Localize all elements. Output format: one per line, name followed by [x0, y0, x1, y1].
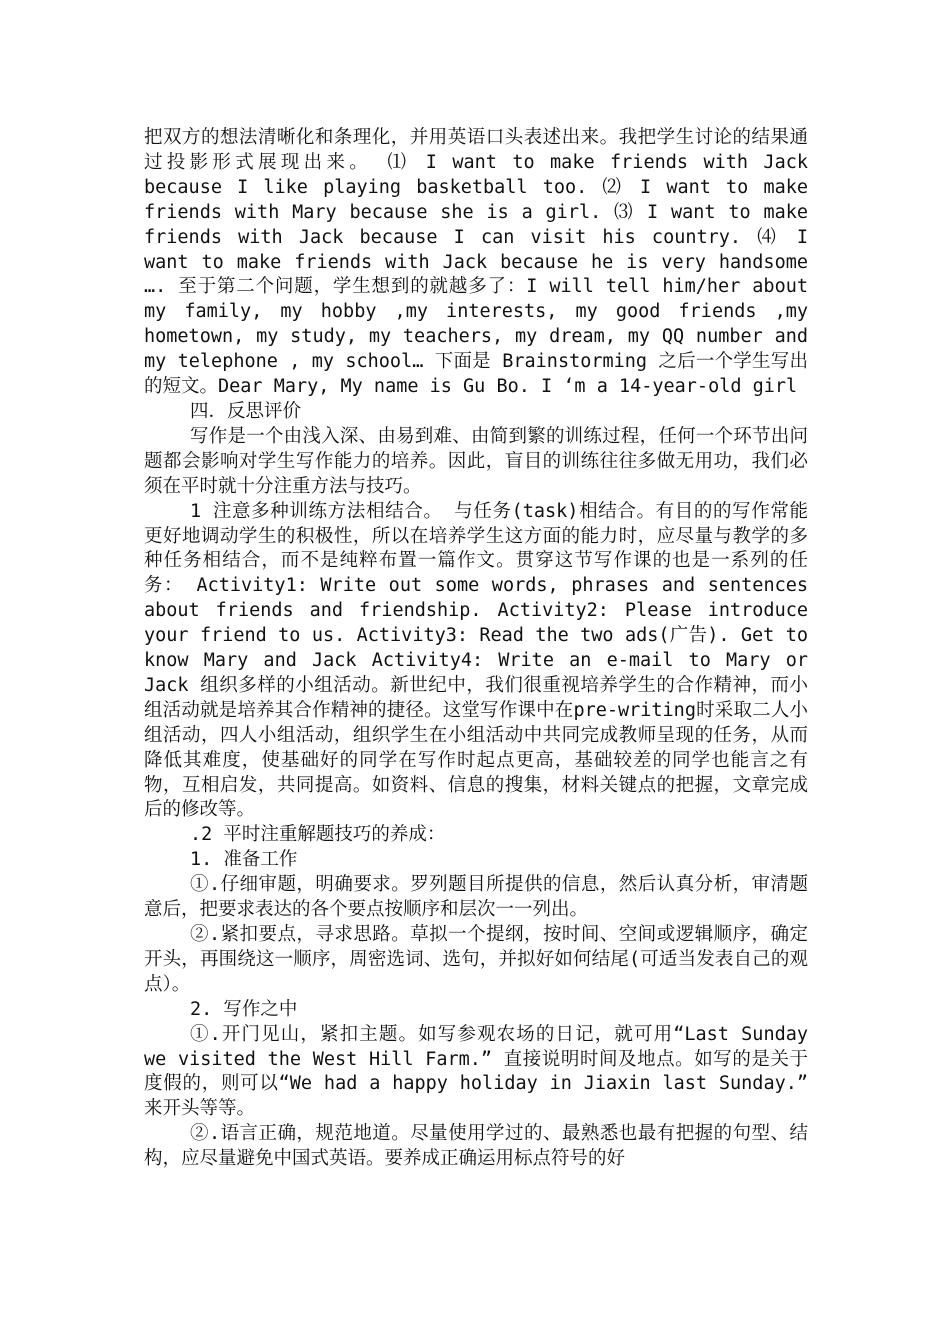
- list-item-correct-language: ②.语言正确，规范地道。尽量使用学过的、最熟悉也最有把握的句型、结构，应尽量避免中国式英语。要养成正确运用标点符号的好: [144, 1123, 808, 1170]
- paragraph-method-combination: 1 注意多种训练方法相结合。 与任务(task)相结合。有目的的写作常能更好地调动学生的积极性，所以在培养学生这方面的能力时，应尽量与教学的多种任务相结合，而不是纯粹布置一篇作文。贯穿这节写作课的也是一系列的任务： Activity1: Write out some words, phrases and sentences about friends and friendship. Activity2: Please introduce your friend to us. Activity3: Read the two ads(广告). Get to know Mary and Jack Activity4: Write an e-mail to Mary or Jack 组织多样的小组活动。新世纪中，我们很重视培养学生的合作精神，而小组活动就是培养其合作精神的捷径。这堂写作课中在pre-writing时采取二人小组活动，四人小组活动，组织学生在小组活动中共同完成教师呈现的任务，从而降低其难度，使基础好的同学在写作时起点更高，基础较差的同学也能言之有物，互相启发，共同提高。如资料、信息的搜集，材料关键点的把握，文章完成后的修改等。: [144, 500, 808, 821]
- subheading-skill-habits: .2 平时注重解题技巧的养成：: [190, 824, 446, 846]
- subheading-during-writing: 2. 写作之中: [190, 998, 298, 1020]
- document-body: [144, 126, 808, 1172]
- list-item-straight-to-point: ①.开门见山，紧扣主题。如写参观农场的日记，就可用“Last Sunday we visited the West Hill Farm.” 直接说明时间及地点。如写的是关于度假的，则可以“We had a happy holiday in Jiaxin last Sunday.” 来开头等等。: [144, 1023, 808, 1120]
- paragraph-discussion-results: 把双方的想法清晰化和条理化，并用英语口头表述出来。我把学生讨论的结果通过投影形式展现出来。 ⑴ I want to make friends with Jack because I like playing basketball too. ⑵ I want to make friends with Mary because she is a girl. ⑶ I want to make friends with Jack because I can visit his country. ⑷ I want to make friends with Jack because he is very handsome …. 至于第二个问题，学生想到的就越多了：I will tell him/her about my family, my hobby ,my interests, my good friends ,my hometown, my study, my teachers, my dream, my QQ number and my telephone , my school… 下面是 Brainstorming 之后一个学生写出的短文。Dear Mary, My name is Gu Bo. I ‘m a 14-year-old girl: [144, 127, 808, 398]
- list-item-read-carefully: ①.仔细审题，明确要求。罗列题目所提供的信息，然后认真分析，审清题意后，把要求表达的各个要点按顺序和层次一一列出。: [144, 874, 808, 921]
- list-item-key-points: ②.紧扣要点，寻求思路。草拟一个提纲，按时间、空间或逻辑顺序，确定开头，再围绕这一顺序，周密选词、选句，并拟好如何结尾(可适当发表自己的观点）。: [144, 924, 808, 995]
- section-heading-reflection: 四．反思评价: [190, 400, 302, 422]
- paragraph-writing-training: 写作是一个由浅入深、由易到难、由简到繁的训练过程，任何一个环节出问题都会影响对学生写作能力的培养。因此，盲目的训练往往多做无用功，我们必须在平时就十分注重方法与技巧。: [144, 425, 808, 497]
- subheading-preparation: 1. 准备工作: [190, 849, 298, 871]
